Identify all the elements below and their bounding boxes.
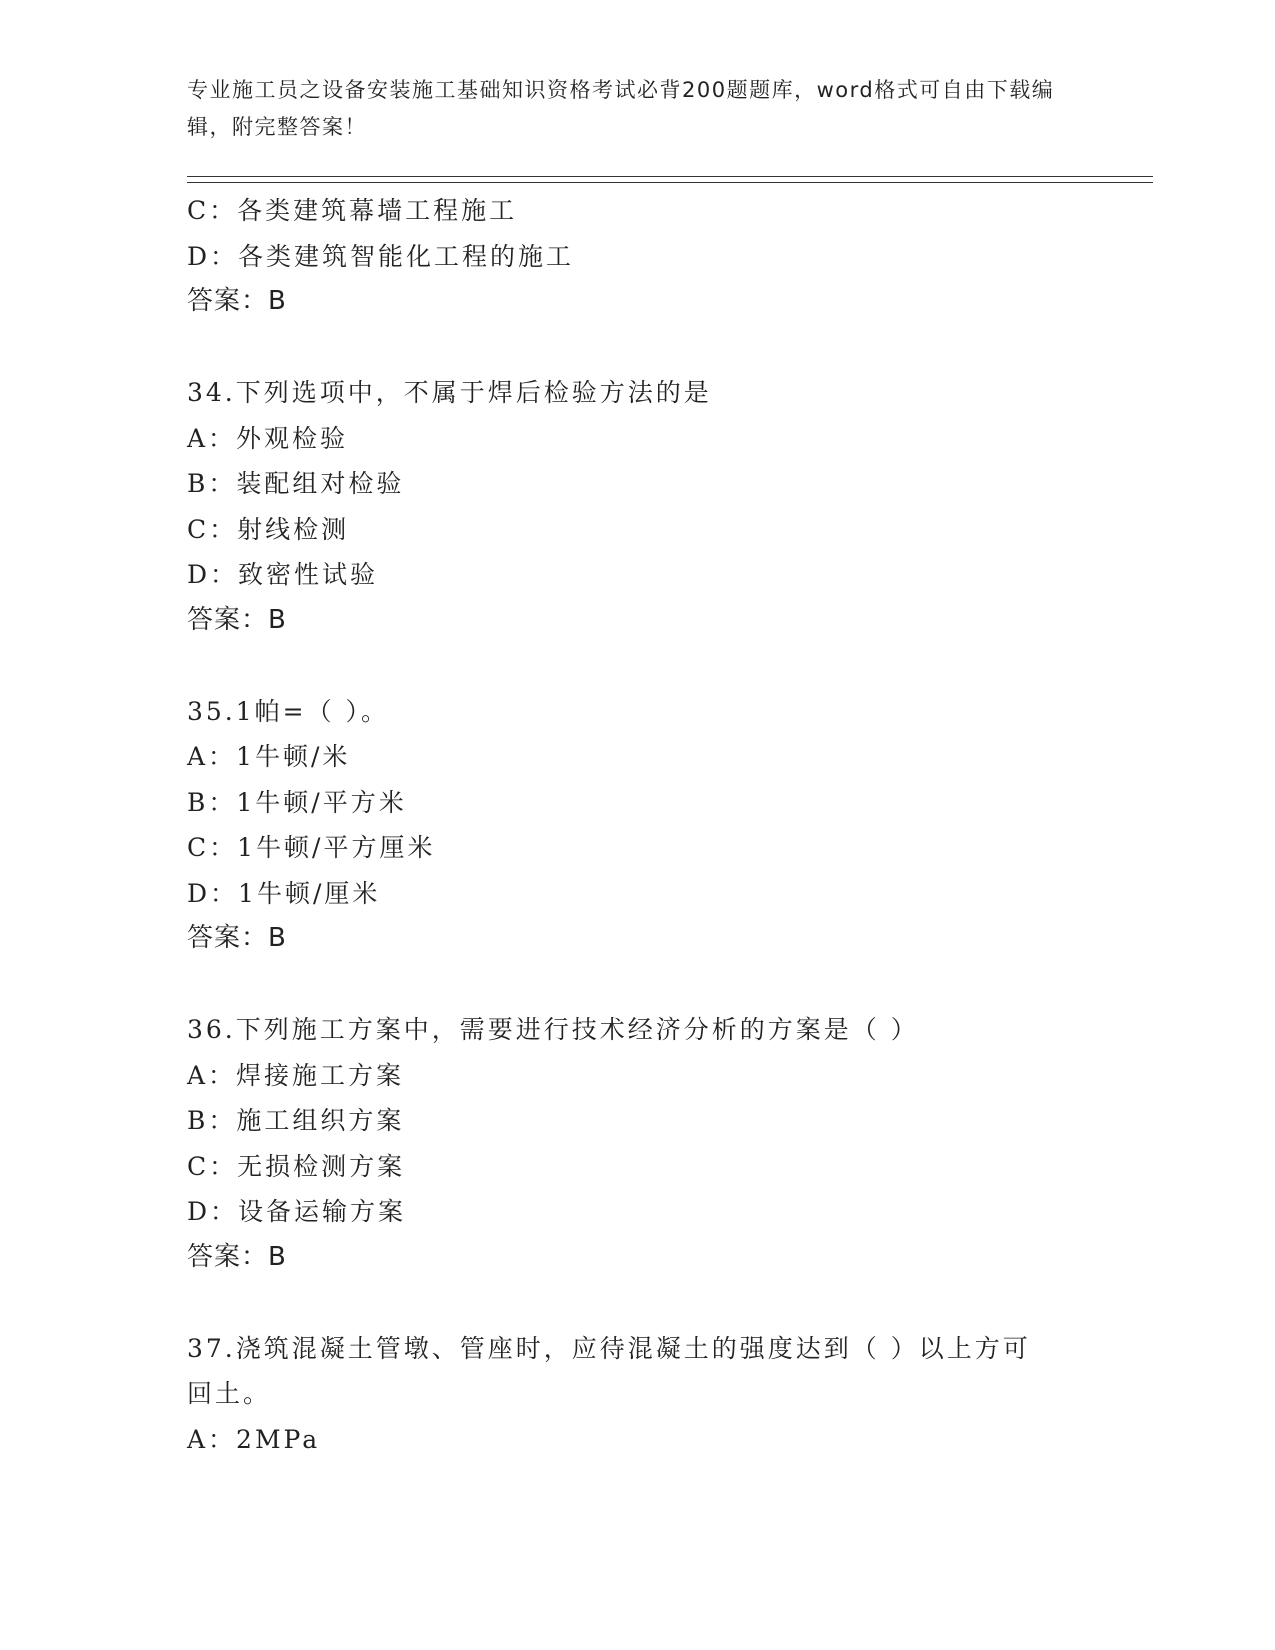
- q35-option-d: D：1牛顿/厘米: [187, 878, 381, 908]
- q33-option-d: D：各类建筑智能化工程的施工: [187, 241, 575, 271]
- spacer: [187, 325, 1087, 371]
- q37-stem-line-2: 回土。: [187, 1379, 272, 1408]
- q34-answer: 答案：B: [187, 604, 287, 635]
- q35-answer: 答案：B: [187, 923, 287, 953]
- q33-answer: 答案：B: [187, 286, 287, 316]
- header-rule-bottom: [187, 182, 1153, 183]
- header-rule-top: [187, 176, 1153, 177]
- spacer: [187, 962, 1087, 1008]
- spacer: [187, 643, 1087, 689]
- q34-option-d: D：致密性试验: [187, 560, 379, 589]
- q37-stem-line-1: 37.浇筑混凝土管墩、管座时，应待混凝土的强度达到（ ）以上方可: [187, 1333, 1031, 1363]
- q35-stem: 35.1帕=（ ）。: [187, 696, 390, 726]
- q33-option-c: C：各类建筑幕墙工程施工: [187, 196, 518, 225]
- q34-stem: 34.下列选项中，不属于焊后检验方法的是: [187, 378, 712, 407]
- q35-option-a: A：1牛顿/米: [187, 742, 351, 771]
- document-header: 专业施工员之设备安装施工基础知识资格考试必背200题题库，word格式可自由下载编辑，附完整答案！: [187, 78, 1055, 139]
- q36-option-c: C：无损检测方案: [187, 1151, 406, 1181]
- q36-stem: 36.下列施工方案中，需要进行技术经济分析的方案是（ ）: [187, 1015, 919, 1044]
- q34-option-c: C：射线检测: [187, 514, 350, 544]
- q34-option-b: B：装配组对检验: [187, 469, 405, 498]
- q35-option-b: B：1牛顿/平方米: [187, 787, 407, 817]
- question-list: [187, 188, 1087, 1462]
- q36-option-b: B：施工组织方案: [187, 1106, 405, 1135]
- spacer: [187, 1280, 1087, 1326]
- q34-option-a: A：外观检验: [187, 423, 349, 453]
- q36-option-d: D：设备运输方案: [187, 1197, 407, 1226]
- q35-option-c: C：1牛顿/平方厘米: [187, 833, 436, 862]
- q36-answer: 答案：B: [187, 1241, 287, 1272]
- q37-option-a: A：2MPa: [187, 1424, 321, 1454]
- q36-option-a: A：焊接施工方案: [187, 1060, 405, 1090]
